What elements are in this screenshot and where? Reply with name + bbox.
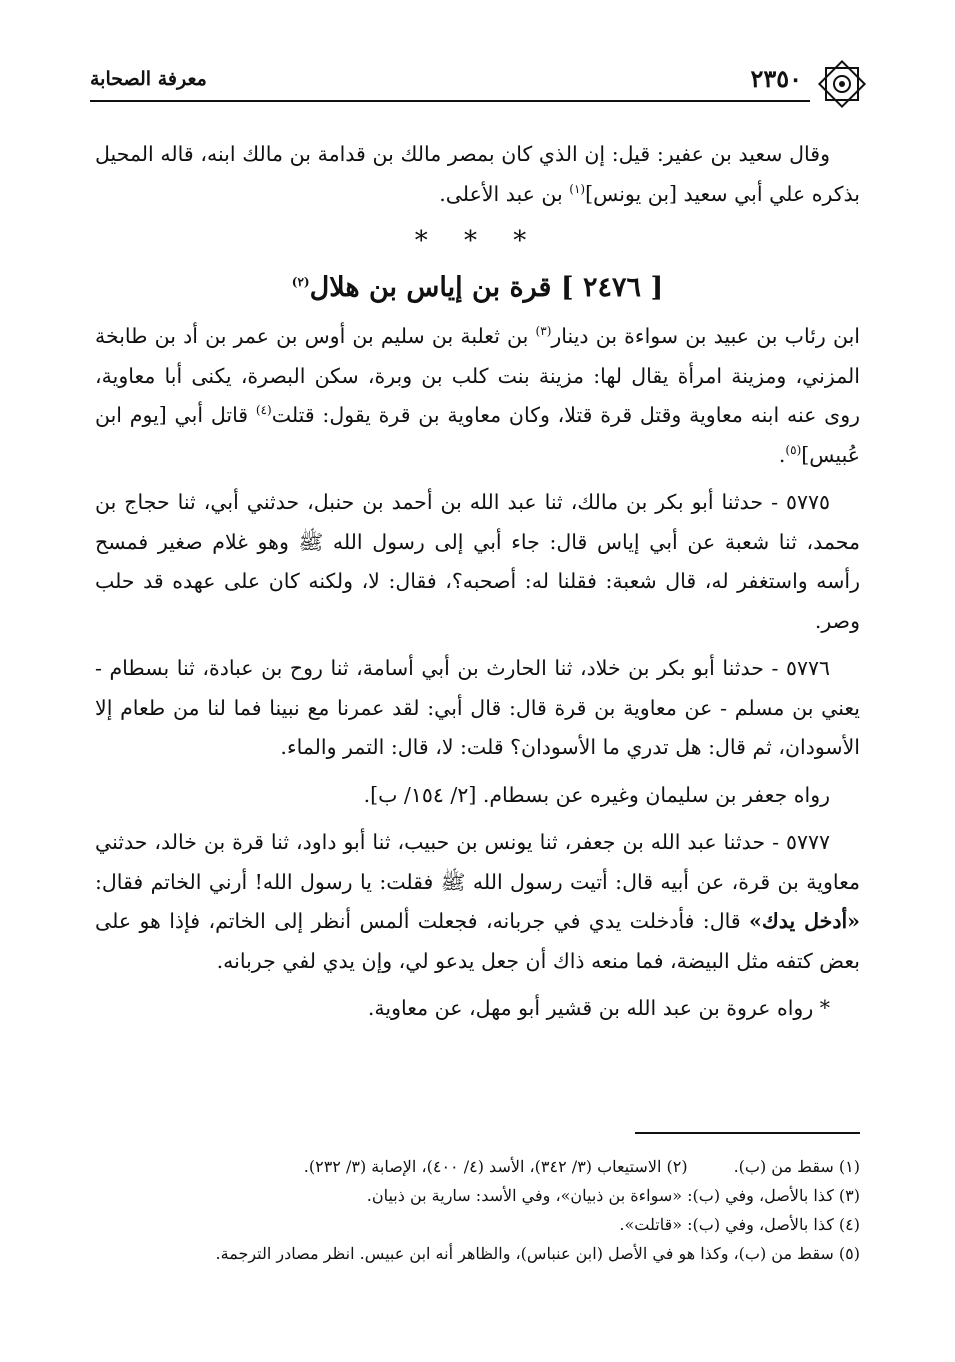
paragraph-opening: وقال سعيد بن عفير: قيل: إن الذي كان بمصر مالك بن قدامة بن مالك ابنه، قاله المحيل بذكره علي أبي سعيد [بن يونس]$^{(١)}$ بن عبد الأعلى. xyxy=(95,142,860,206)
footnote-3: (٣) كذا بالأصل، وفي (ب): «سواءة بن ذبيان»، وفي الأسد: سارية بن ذبيان. xyxy=(366,1186,860,1205)
footnotes xyxy=(95,1152,860,1268)
footnote-ref-1: (١) xyxy=(569,181,586,196)
header-rule xyxy=(90,100,810,102)
star-ornament-icon xyxy=(816,58,868,110)
hadith-5776: ٥٧٧٦ - حدثنا أبو بكر بن خلاد، ثنا الحارث بن أبي أسامة، ثنا روح بن عبادة، ثنا بسطام - يعني بن مسلم - عن معاوية بن قرة قال: قال أبي: لقد عمرنا مع نبينا فما لنا من طعام إلا الأسودان، ثم قال: هل تدري ما الأسودان؟ قلت: لا، قال: التمر والماء. xyxy=(95,656,860,759)
hadith-5777: ٥٧٧٧ - حدثنا عبد الله بن جعفر، ثنا يونس بن حبيب، ثنا أبو داود، ثنا قرة بن خالد، حدثني معاوية بن قرة، عن أبيه قال: أتيت رسول الله ﷺ فقلت: يا رسول الله! أرني الخاتم فقال: «أدخل يدك» قال: فأدخلت يدي في جربانه، فجعلت ألمس أنظر إلى الخاتم، فإذا هو على بعض كتفه مثل البيضة، فما منعه ذاك أن جعل يدعو لي، وإن يدي لفي جربانه. xyxy=(95,830,860,973)
main-text xyxy=(95,135,860,1037)
narration-note-2: * رواه عروة بن عبد الله بن قشير أبو مهل، عن معاوية. xyxy=(367,996,830,1020)
footnote-5: (٥) سقط من (ب)، وكذا هو في الأصل (ابن عنباس)، والظاهر أنه ابن عبيس. انظر مصادر الترجمة. xyxy=(215,1244,860,1263)
footnote-ref-2: (٢) xyxy=(291,274,310,289)
narration-note: رواه جعفر بن سليمان وغيره عن بسطام. [٢/ ١٥٤/ ب]. xyxy=(363,782,830,807)
footnote-2: (٢) الاستيعاب (٣/ ٣٤٢)، الأسد (٤/ ٤٠٠)، الإصابة (٣/ ٢٣٢). xyxy=(303,1157,688,1176)
footnote-row-1 xyxy=(95,1152,860,1181)
hadith-5775: ٥٧٧٥ - حدثنا أبو بكر بن مالك، ثنا عبد الله بن أحمد بن حنبل، حدثني أبي، ثنا حجاج بن محمد، ثنا شعبة عن أبي إياس قال: جاء أبي إلى رسول الله ﷺ وهو غلام صغير فمسح رأسه واستغفر له، قال شعبة: فقلنا له: أصحبه؟، فقال: لا، ولكنه كان على عهده قد حلب وصر. xyxy=(95,490,860,633)
page-number: ٢٣٥٠ xyxy=(750,64,802,93)
footnote-ref-5: (٥) xyxy=(785,442,802,457)
footnote-rule xyxy=(635,1132,860,1134)
footnote-ref-3: (٣) xyxy=(535,324,552,339)
book-title: معرفة الصحابة xyxy=(90,68,207,90)
entry-title: [ ٢٤٧٦ ] قرة بن إياس بن هلال$^{(٢)}$ xyxy=(291,271,664,303)
paragraph-lineage: ابن رئاب بن عبيد بن سواءة بن دينار$^{(٣)}$ بن ثعلبة بن سليم بن أوس بن عمر بن أد بن طابخة المزني، ومزينة امرأة يقال لها: مزينة بنت كلب بن وبرة، سكن البصرة، يكنى أبا معاوية، روى عنه ابنه معاوية وقتل قرة قتلا، وكان معاوية بن قرة يقول: قتلت$^{(٤)}$ قاتل أبي [يوم ابن عُبيس]$^{(٥)}$. xyxy=(95,324,860,467)
quoted-phrase: «أدخل يدك» xyxy=(749,909,860,933)
footnote-4: (٤) كذا بالأصل، وفي (ب): «قاتلت». xyxy=(619,1215,860,1234)
section-separator: * * * xyxy=(414,226,541,256)
page-header xyxy=(90,60,860,104)
footnote-ref-4: (٤) xyxy=(255,403,272,418)
footnote-1: (١) سقط من (ب). xyxy=(733,1157,860,1176)
